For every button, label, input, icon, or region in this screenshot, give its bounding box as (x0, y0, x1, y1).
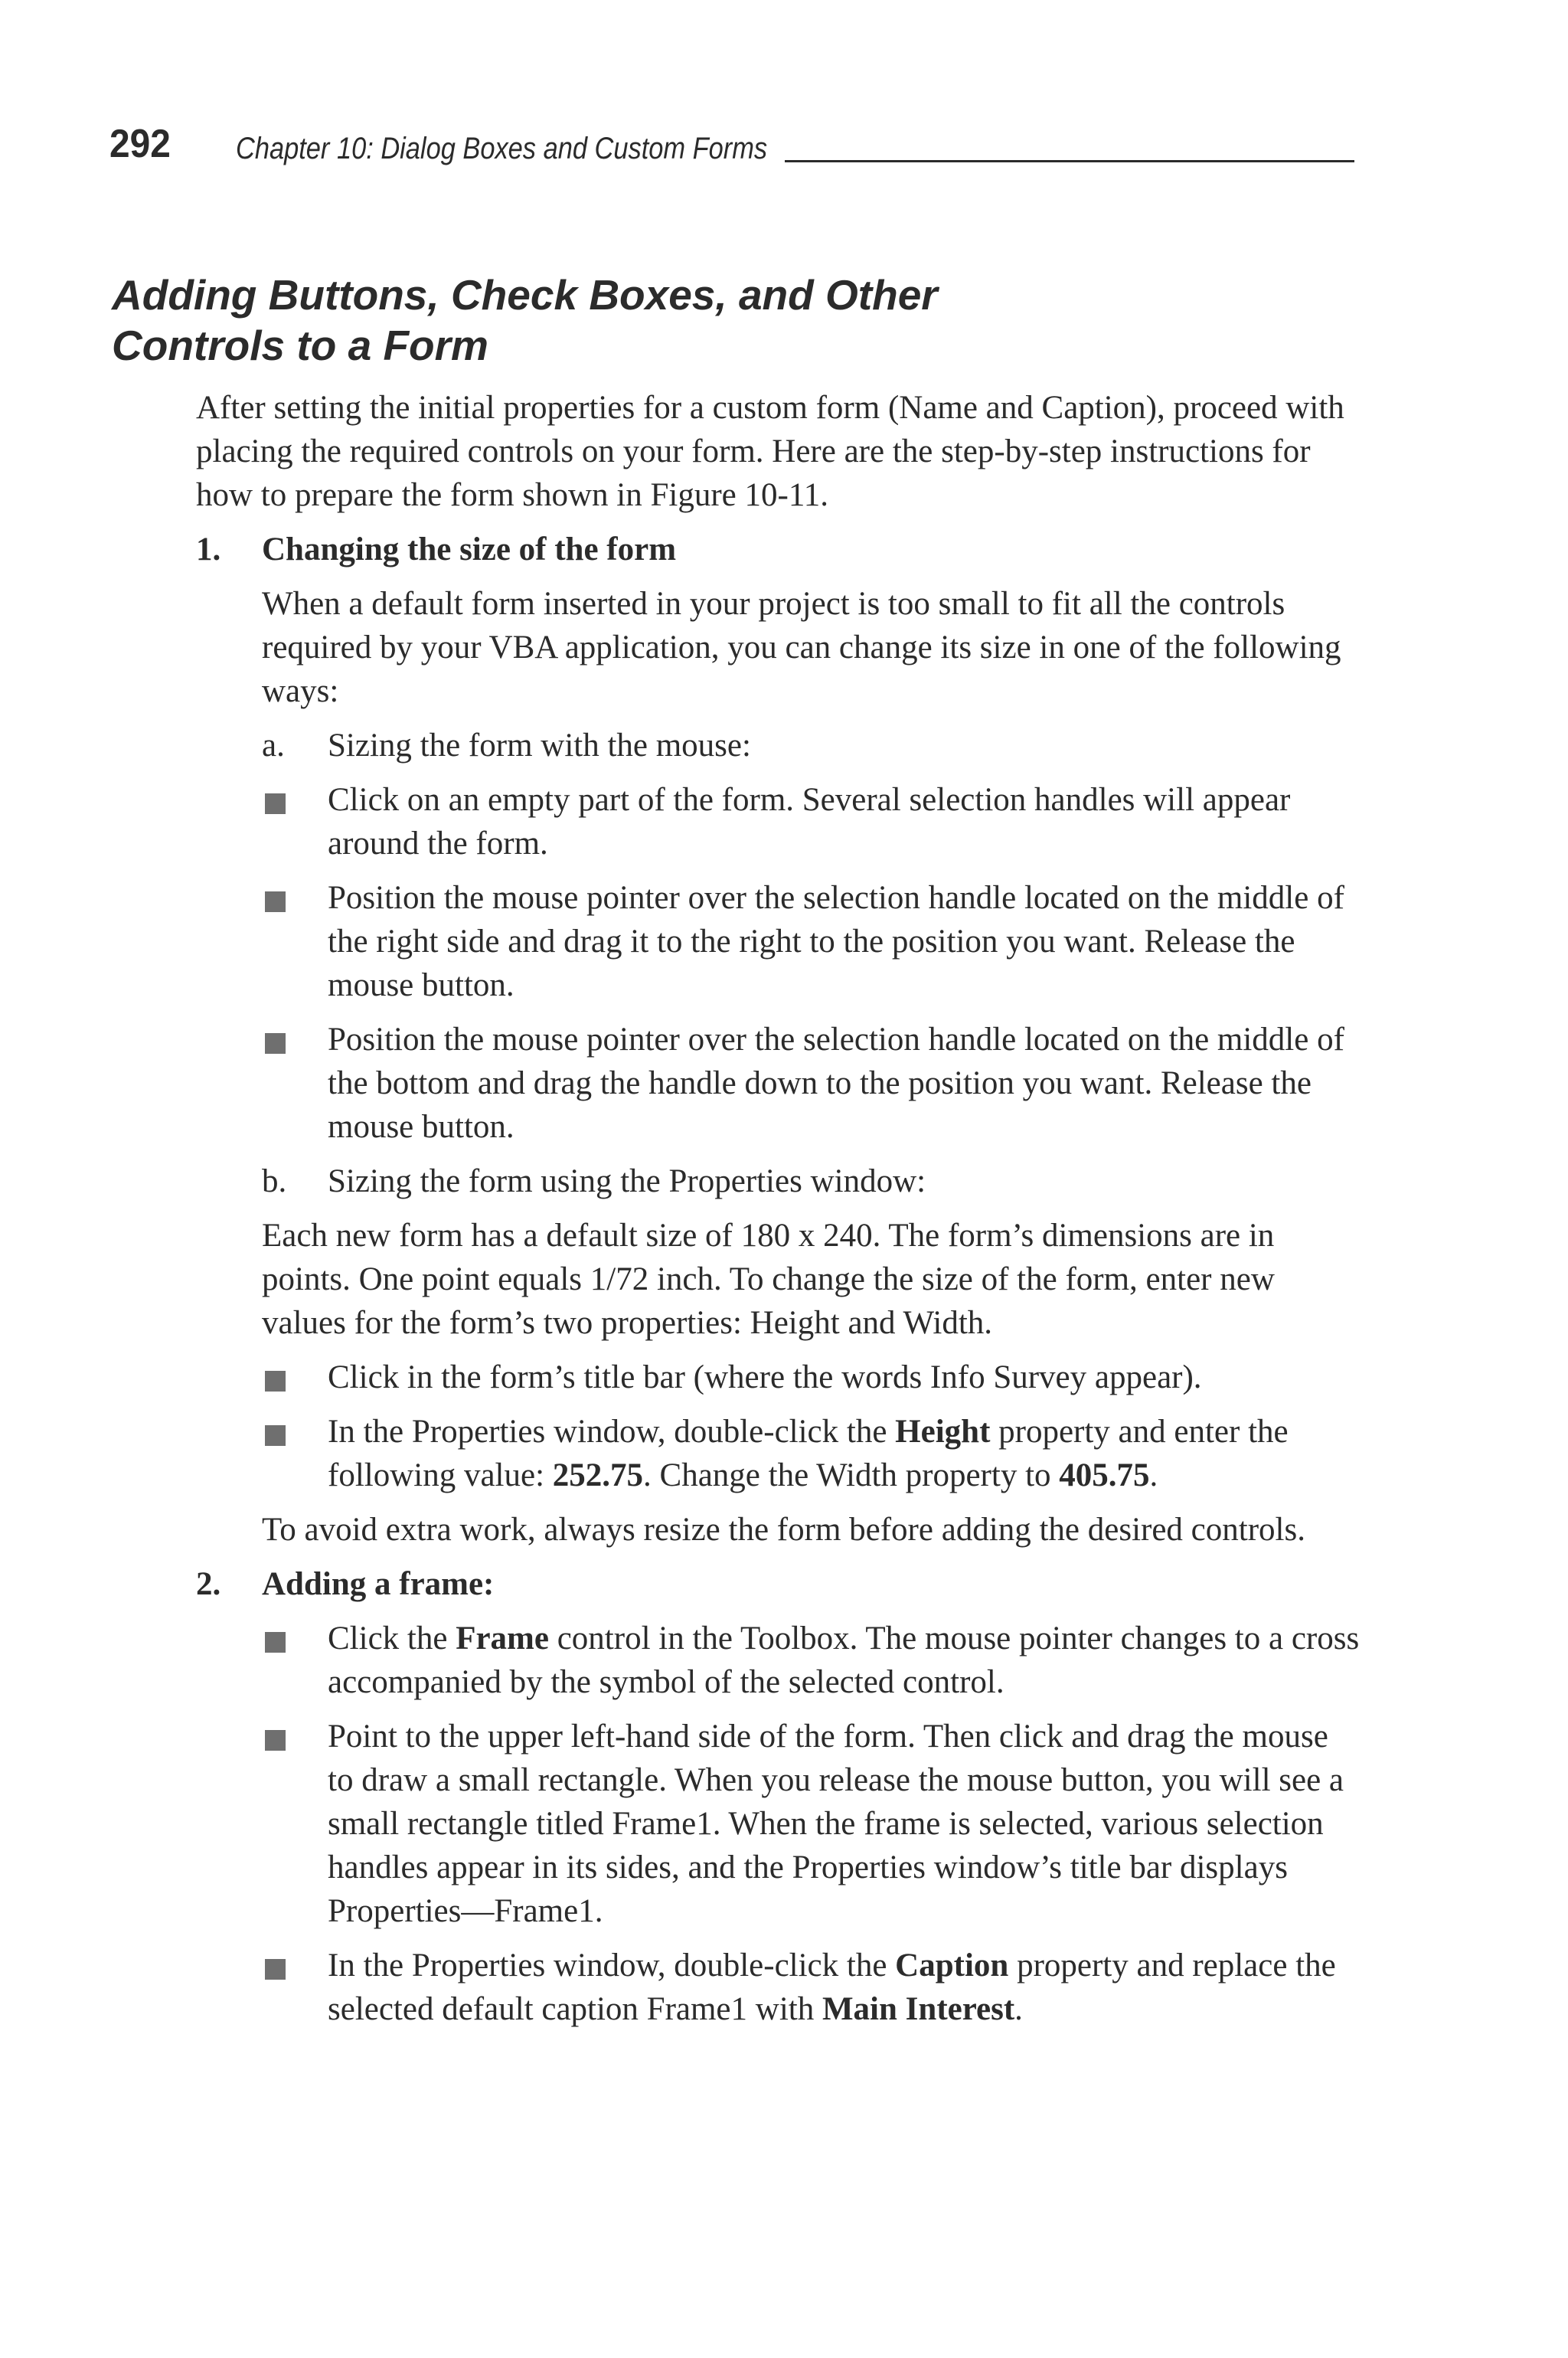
square-bullet-icon (265, 1730, 286, 1751)
list-item (262, 876, 1360, 1007)
list-item (262, 1617, 1360, 1704)
square-bullet-icon (265, 1632, 286, 1653)
height-value: 252.75 (552, 1457, 644, 1493)
section-title-line-1: Adding Buttons, Check Boxes, and Other (112, 271, 938, 319)
square-bullet-icon (265, 1033, 286, 1054)
running-head (109, 124, 1354, 164)
square-bullet-icon (265, 1959, 286, 1980)
sub-step-b (262, 1159, 1360, 1203)
bullet-text: Position the mouse pointer over the selection handle located on the middle of the right side and drag it to the right to the position you want. Release the mouse button. (328, 880, 1344, 1003)
step-2 (196, 1562, 1360, 1606)
height-property-term: Height (895, 1414, 991, 1450)
list-item (262, 1356, 1360, 1399)
sub-step-b-text: Sizing the form using the Properties window: (328, 1163, 926, 1199)
step-1-text: When a default form inserted in your project is too small to fit all the controls required by your VBA application, you can change its size in one of the following ways: (262, 586, 1341, 709)
list-item (262, 1410, 1360, 1497)
bullet-text: Click on an empty part of the form. Several selection handles will appear around the form. (328, 782, 1291, 862)
text-run: control in the Toolbox. The mouse pointer changes to a cross accompanied by the symbol of the selected control. (328, 1621, 1360, 1700)
square-bullet-icon (265, 891, 286, 912)
square-bullet-icon (265, 793, 286, 814)
list-item (262, 1715, 1360, 1933)
bullet-text (328, 1410, 1360, 1497)
bullet-text (328, 1944, 1360, 2031)
body-text (196, 386, 1360, 2031)
caption-property-term: Caption (895, 1948, 1009, 1984)
sub-step-a-letter: a. (262, 728, 285, 764)
sub-step-a-text: Sizing the form with the mouse: (328, 728, 751, 764)
page-number: 292 (109, 122, 171, 166)
text-run: property and replace the selected default caption Frame1 with (328, 1948, 1336, 2027)
text-run: . (1014, 1991, 1023, 2027)
list-item (262, 1944, 1360, 2031)
text-run: . Change the Width property to (643, 1457, 1060, 1493)
list-item (262, 778, 1360, 865)
step-1-number: 1. (196, 531, 221, 567)
step-2-title: Adding a frame: (262, 1566, 495, 1602)
section-title-line-2: Controls to a Form (112, 322, 488, 369)
frame-control-term: Frame (456, 1621, 549, 1656)
width-value: 405.75 (1059, 1457, 1150, 1493)
text-run: In the Properties window, double-click the (328, 1948, 896, 1984)
step-2-number: 2. (196, 1566, 221, 1602)
intro-paragraph: After setting the initial properties for a custom form (Name and Caption), proceed with placing the required controls on your form. Here are the step-by-step instructions for how to prepare the form shown in Figure 10-11. (196, 390, 1344, 513)
step-1-title: Changing the size of the form (262, 531, 677, 567)
sub-step-a (262, 724, 1360, 767)
step-1-note: To avoid extra work, always resize the form before adding the desired controls. (262, 1512, 1305, 1548)
bullet-text: Click in the form’s title bar (where the words Info Survey appear). (328, 1359, 1202, 1395)
list-item (262, 1018, 1360, 1149)
sub-step-b-letter: b. (262, 1163, 287, 1199)
bullet-text: Position the mouse pointer over the selection handle located on the middle of the bottom and drag the handle down to the position you want. Release the mouse button. (328, 1022, 1344, 1145)
chapter-title: Chapter 10: Dialog Boxes and Custom Forms (235, 132, 767, 165)
bullet-text (328, 1617, 1360, 1704)
sub-step-b-paragraph: Each new form has a default size of 180 x 240. The form’s dimensions are in points. One point equals 1/72 inch. To change the size of the form, enter new values for the form’s two properties: Height and Width. (262, 1218, 1275, 1341)
header-rule (785, 160, 1354, 162)
text-run: In the Properties window, double-click the (328, 1414, 896, 1450)
text-run: . (1149, 1457, 1158, 1493)
bullet-text: Point to the upper left-hand side of the form. Then click and drag the mouse to draw a small rectangle. When you release the mouse button, you will see a small rectangle titled Frame1. When the frame is selected, various selection handles appear in its sides, and the Properties window’s title bar displays Properties—Frame1. (328, 1719, 1344, 1929)
square-bullet-icon (265, 1425, 286, 1446)
section-title (112, 270, 938, 371)
text-run: Click the (328, 1621, 456, 1656)
square-bullet-icon (265, 1371, 286, 1392)
step-1 (196, 528, 1360, 571)
text-run: property and enter the following value: (328, 1414, 1289, 1493)
main-interest-term: Main Interest (822, 1991, 1015, 2027)
